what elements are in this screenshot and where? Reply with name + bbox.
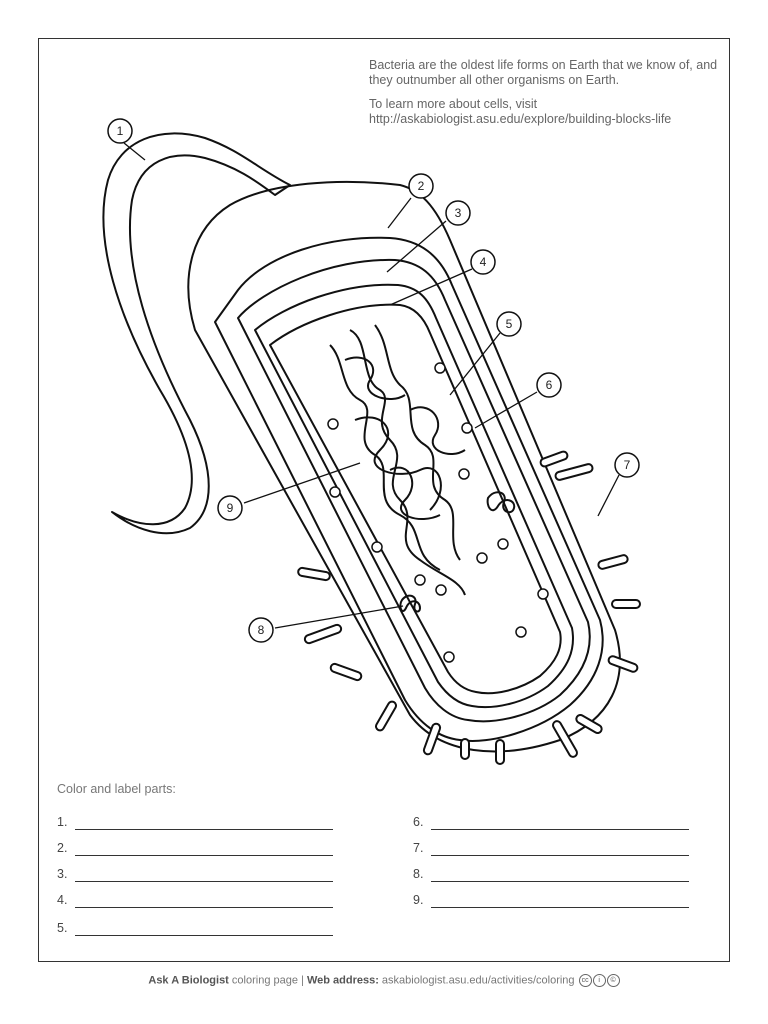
answer-number: 6.: [413, 815, 424, 829]
answer-line-2[interactable]: [57, 841, 357, 861]
callouts: [108, 119, 639, 642]
cc-attribution-icon: i: [593, 974, 606, 987]
cc-copyright-icon: ©: [607, 974, 620, 987]
callout-label-7: 7: [623, 458, 631, 472]
answer-line-6[interactable]: [413, 815, 713, 835]
footer-brand: Ask A Biologist: [148, 974, 229, 987]
callout-label-4: 4: [479, 255, 487, 269]
answer-number: 2.: [57, 841, 68, 855]
callout-label-8: 8: [257, 623, 265, 637]
answer-line-1[interactable]: [57, 815, 357, 835]
worksheet-prompt: Color and label parts:: [57, 782, 176, 796]
footer-web-url[interactable]: askabiologist.asu.edu/activities/coloring: [378, 974, 578, 987]
cc-license-icon: cc: [579, 974, 592, 987]
answer-line-9[interactable]: [413, 893, 713, 913]
answer-line-8[interactable]: [413, 867, 713, 887]
cut-face-outer: [215, 238, 603, 741]
callout-label-9: 9: [226, 501, 234, 515]
answer-line-4[interactable]: [57, 893, 357, 913]
footer-brand-suffix: coloring page |: [228, 974, 307, 987]
answer-line-3[interactable]: [57, 867, 357, 887]
answer-number: 4.: [57, 893, 68, 907]
answer-number: 7.: [413, 841, 424, 855]
callout-label-5: 5: [505, 317, 513, 331]
answer-number: 5.: [57, 921, 68, 935]
cell-wall: [188, 182, 619, 752]
answer-line-5[interactable]: [57, 921, 357, 941]
plasma-membrane: [238, 260, 590, 721]
callout-label-3: 3: [454, 206, 462, 220]
learn-more-text: To learn more about cells, visit: [369, 97, 538, 111]
bacteria-fact: Bacteria are the oldest life forms on Earth that we know of, and they outnumber all other organisms on Earth.: [369, 58, 718, 87]
callout-label-1: 1: [116, 124, 124, 138]
answer-number: 8.: [413, 867, 424, 881]
answer-number: 1.: [57, 815, 68, 829]
answer-number: 3.: [57, 867, 68, 881]
footer-web-label: Web address:: [306, 974, 379, 987]
learn-more-url[interactable]: http://askabiologist.asu.edu/explore/building-blocks-life: [369, 112, 672, 126]
callout-label-6: 6: [545, 378, 553, 392]
callout-label-2: 2: [417, 179, 425, 193]
answer-line-7[interactable]: [413, 841, 713, 861]
footer: [0, 974, 768, 987]
answer-number: 9.: [413, 893, 424, 907]
